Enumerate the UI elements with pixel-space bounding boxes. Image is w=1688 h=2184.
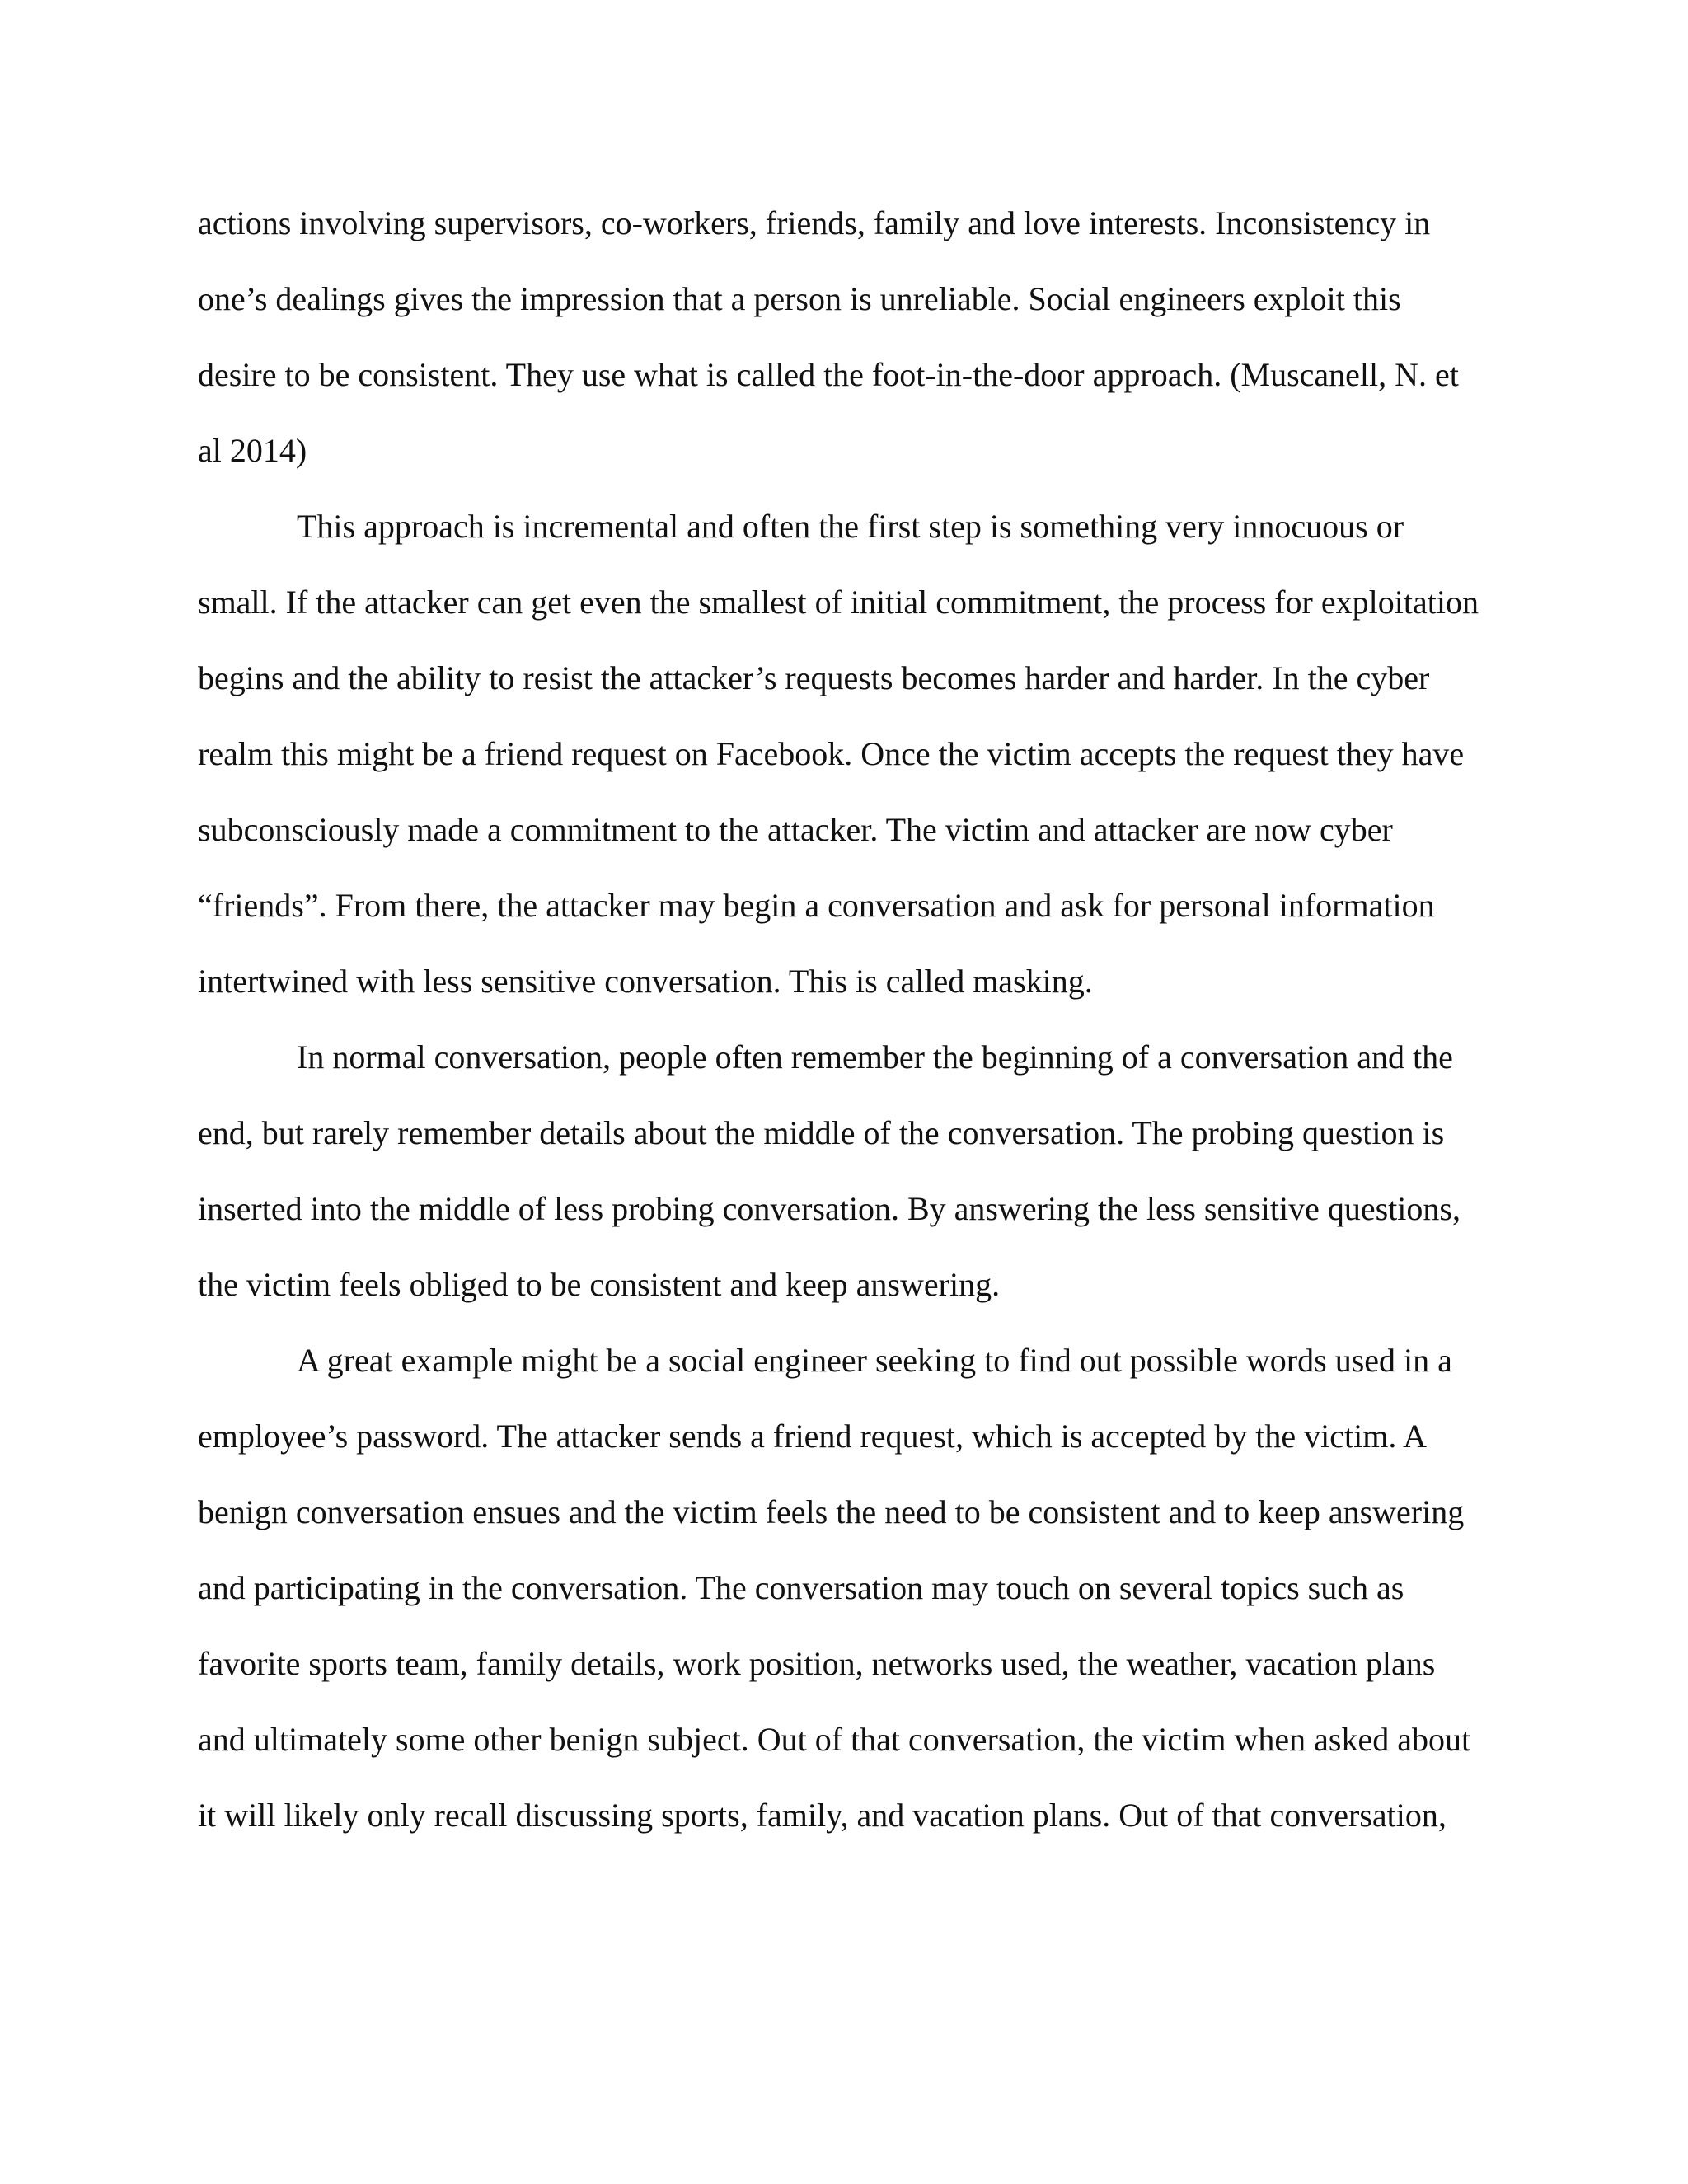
text-line: begins and the ability to resist the attacker’s requests becomes harder and harder. In the cyber bbox=[198, 659, 1430, 696]
text-line: This approach is incremental and often the first step is something very innocuous or bbox=[297, 508, 1404, 545]
paragraph-1 bbox=[198, 185, 1500, 489]
text-line: In normal conversation, people often remember the beginning of a conversation and the bbox=[297, 1038, 1453, 1076]
paragraph-4 bbox=[198, 1323, 1500, 1854]
body-text bbox=[198, 185, 1500, 1854]
text-line: end, but rarely remember details about the middle of the conversation. The probing question is bbox=[198, 1114, 1445, 1151]
text-line: and ultimately some other benign subject. Out of that conversation, the victim when asked about bbox=[198, 1721, 1471, 1758]
text-line: “friends”. From there, the attacker may begin a conversation and ask for personal information bbox=[198, 887, 1435, 924]
text-line: realm this might be a friend request on Facebook. Once the victim accepts the request they have bbox=[198, 735, 1465, 772]
text-line: one’s dealings gives the impression that a person is unreliable. Social engineers exploit this bbox=[198, 280, 1401, 317]
text-line: actions involving supervisors, co-workers, friends, family and love interests. Inconsistency in bbox=[198, 204, 1431, 241]
text-line: the victim feels obliged to be consistent and keep answering. bbox=[198, 1266, 1001, 1303]
text-line: it will likely only recall discussing sports, family, and vacation plans. Out of that conversation, bbox=[198, 1797, 1447, 1834]
text-line: intertwined with less sensitive conversation. This is called masking. bbox=[198, 963, 1093, 1000]
text-line: favorite sports team, family details, work position, networks used, the weather, vacation plans bbox=[198, 1645, 1436, 1682]
text-line: benign conversation ensues and the victim feels the need to be consistent and to keep answering bbox=[198, 1493, 1465, 1530]
text-line: A great example might be a social engineer seeking to find out possible words used in a bbox=[297, 1342, 1452, 1379]
paragraph-2 bbox=[198, 489, 1500, 1019]
paragraph-3 bbox=[198, 1019, 1500, 1323]
text-line: al 2014) bbox=[198, 432, 307, 469]
text-line: and participating in the conversation. The conversation may touch on several topics such as bbox=[198, 1569, 1404, 1606]
text-line: employee’s password. The attacker sends a friend request, which is accepted by the victim. A bbox=[198, 1418, 1428, 1455]
text-line: small. If the attacker can get even the smallest of initial commitment, the process for exploitation bbox=[198, 583, 1479, 621]
text-line: inserted into the middle of less probing conversation. By answering the less sensitive questions, bbox=[198, 1190, 1461, 1227]
text-line: subconsciously made a commitment to the attacker. The victim and attacker are now cyber bbox=[198, 811, 1393, 848]
text-line: desire to be consistent. They use what is called the foot-in-the-door approach. (Muscanell, N. et bbox=[198, 356, 1459, 393]
